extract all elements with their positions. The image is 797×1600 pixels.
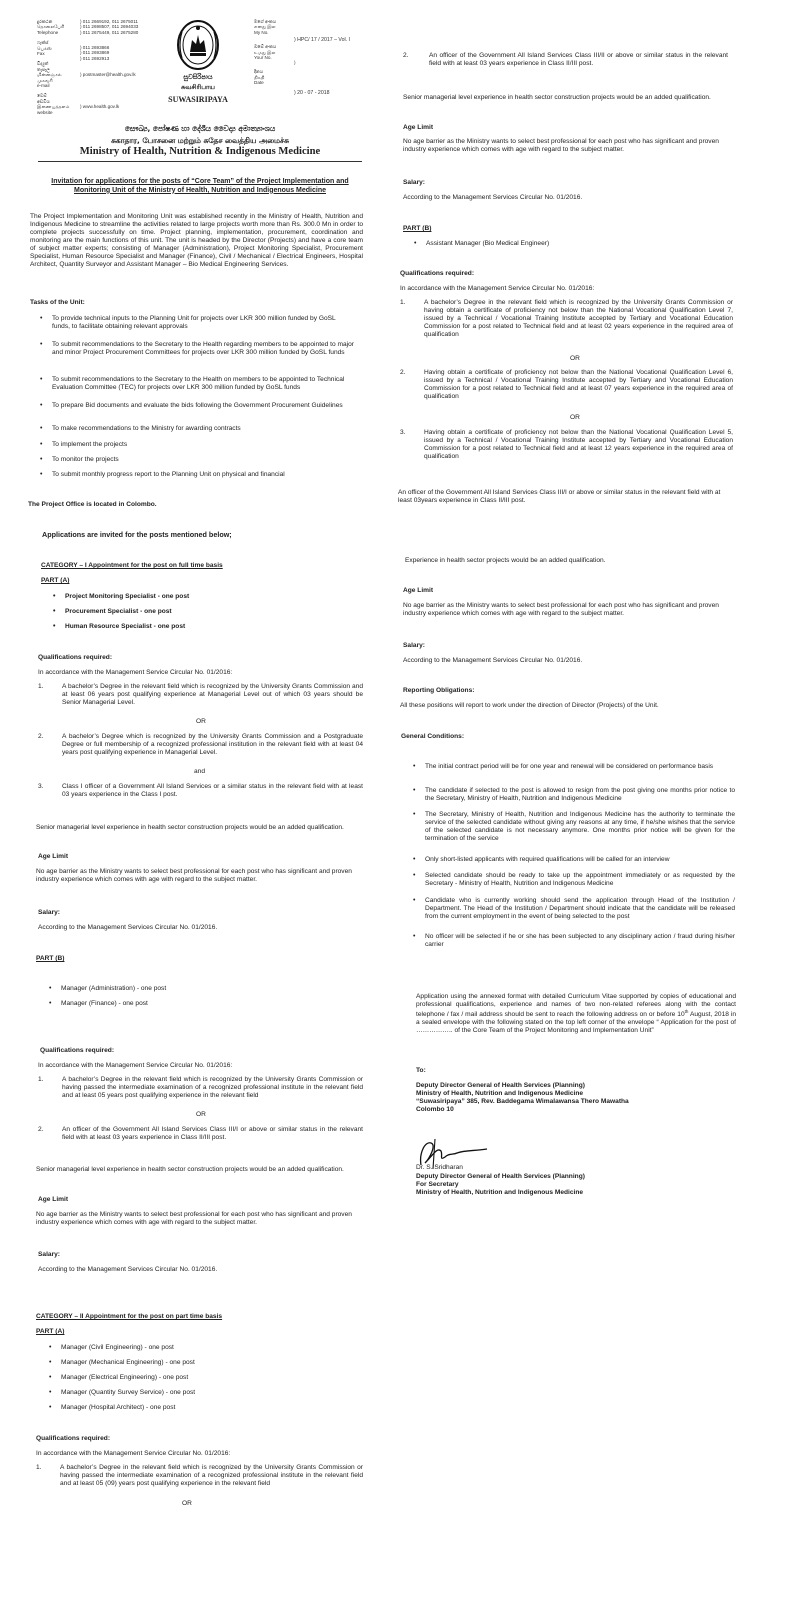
fax-numbers: ) 011 2693866 ) 011 2693869 ) 011 2692913 [80,45,110,61]
qualification-item: 1. A bachelor’s Degree in the relevant field which is recognized by the University Grants Commission or having obtain a certificate of proficiency not below than the National Vocational Qualification Level 7, issued by a Technical / Vocational Training Institute accepted by Tertiary and Vocational Education Commission for a post related to Technical field and at least 02 years experience in the required area of qualification [400,299,733,339]
and-separator: and [194,768,206,775]
header-divider [38,161,362,162]
or-separator: OR [182,1500,192,1507]
reporting-heading: Reporting Obligations: [403,687,475,694]
telephone-numbers: ) 011 2669192, 011 2675011 ) 011 2698507, 011 2694033 ) 011 2675449, 011 2675280 [80,19,139,35]
emblem-name-english: SUWASIRIPAYA [168,95,228,104]
condition-item: • The Secretary, Ministry of Health, Nutrition and Indigenous Medicine has the authority to terminate the service of the selected candidate without giving any reasons at any time, if he/she wishes that the service of the selected candidate is not necessary anymore. One months prior notice will be given for the termination of the service [425,811,735,843]
senior-experience-note: Senior managerial level experience in health sector construction projects would be an added qualification. [403,94,711,101]
task-item: • To implement the projects [52,441,352,449]
post-item: • Manager (Administration) - one post [61,985,261,993]
post-item: • Procurement Specialist - one post [65,608,265,616]
qualifications-heading: Qualifications required: [38,654,113,661]
age-limit-heading: Age Limit [38,853,69,860]
or-separator: OR [196,718,206,725]
senior-experience-note: Senior managerial level experience in health sector construction projects would be an added qualification. [36,1166,344,1173]
age-limit-text: No age barrier as the Ministry wants to select best professional for each post who has significant and proven industry experience which comes with age with regard to the subject matter. [403,138,719,154]
general-conditions-heading: General Conditions: [401,733,465,740]
post-item: • Manager (Electrical Engineering) - one post [61,1374,261,1382]
task-item: • To submit monthly progress report to the Planning Unit on physical and financial [52,471,362,479]
qualification-item: 3. Class I officer of a Government All Island Services or a similar status in the relevant field with at least 03 years experience in the Class I post. [38,783,363,799]
salary-heading: Salary: [38,909,60,916]
emblem-name-tamil: சுவசிரிபாய [180,83,216,91]
ministry-name-english: Ministry of Health, Nutrition & Indigenous Medicine [79,146,321,157]
qualification-item: 2. Having obtain a certificate of proficiency not below than the National Vocational Qualification Level 6, issued by a Technical / Vocational Training Institute accepted by Tertiary and Vocational Education Commission for a post related to Technical field and at least 07 years experience in the required area of qualification [400,369,733,401]
salary-text: According to the Management Services Circular No. 01/2016. [403,657,583,664]
to-heading: To: [416,1067,426,1074]
qualifications-heading: Qualifications required: [36,1435,111,1442]
qualification-item: 1. A bachelor’s Degree in the relevant field which is recognized by the University Grants Commission and at least 06 years post qualifying experience at Managerial Level out of which 03 years should be Senior Managerial Level. [38,683,363,707]
age-limit-text: No age barrier as the Ministry wants to select best professional for each post who has significant and proven industry experience which comes with age with regard to the subject matter. [36,868,352,884]
post-item: • Project Monitoring Specialist - one post [65,593,265,601]
salary-heading: Salary: [38,1251,60,1258]
salary-heading: Salary: [403,179,425,186]
ministry-name-sinhala: සෞඛ්‍ය, පෝෂණ හා දේශීය වෛද්‍ය අමාත්‍යාංශය [124,124,276,133]
application-instructions: Application using the annexed format with detailed Curriculum Vitae supported by copies of educational and professional qualifications, experience and names of two non-related referees along with the contact telephone / fax / mail address should be sent to reach the following address on or before 10th August, 2018 in a sealed envelope with the following stated on the top left corner of the envelope “ Application for the post of …………….. of the Core Team of the Project Monitoring and Implementation Unit” [416,993,736,1035]
task-item: • To provide technical inputs to the Planning Unit for projects over LKR 300 million funded by GoSL funds, to facilitate obtaining relevant approvals [52,315,352,331]
contact-labels: දුරකථන தொலைபேசி Telephone ෆැක්ස් பெக்ஸ் Fax විද්‍යුත් තැපෑල மின்னஞ்சல் முகவரி e-mail වෙබ් අඩවිය இணையத்தளம் website [37,19,70,115]
signatory-designation: Deputy Director General of Health Services (Planning) For Secretary Ministry of Health, Nutrition and Indigenous Medicine [416,1173,585,1197]
or-separator: OR [196,1111,206,1118]
tasks-heading: Tasks of the Unit: [30,299,85,306]
condition-item: • Only short-listed applicants with required qualifications will be called for an interview [425,856,735,864]
or-separator: OR [570,355,580,362]
age-limit-heading: Age Limit [403,587,434,594]
signatory-name: Dr. S. Sridharan [416,1164,463,1171]
condition-item: • The candidate if selected to the post is allowed to resign from the post giving one months prior notice to the Secretary, Ministry of Health, Nutrition and Indigenous Medicine [425,787,735,803]
condition-item: • Selected candidate should be ready to take up the appointment immediately or as requested by the Secretary - Ministry of Health, Nutrition and Indigenous Medicine [425,872,735,888]
condition-item: • The initial contract period will be for one year and renewal will be considered on performance basis [425,763,735,771]
recipient-address: Deputy Director General of Health Services (Planning) Ministry of Health, Nutrition and Indigenous Medicine “Suwasiripaya” 385, Rev. Baddegama Wimalawansa Thero Mawatha Colombo 10 [416,1082,629,1114]
category-2-heading: CATEGORY – II Appointment for the post on part time basis [36,1313,223,1320]
qualification-item: 2. An officer of the Government All Island Services Class III/II or above or similar status in the relevant field with at least 03 years experience in Class II/III post. [403,52,728,68]
or-separator: OR [570,414,580,421]
unit-introduction: The Project Implementation and Monitoring Unit was established recently in the Ministry of Health, Nutrition and Indigenous Medicine to streamline the activities related to large projects worth more than Rs. 300.0 Mn in order to complete projects successfully on time. Project planning, implementation, procurement, coordination and monitoring are the main functions of this unit. The unit is headed by the Director (Projects) and have a core team of subject matter experts; consisting of Manager (Administration), Project Monitoring Specialist, Procurement Specialist, Human Resource Specialist and Manager (Finance), Civil / Mechanical / Electrical Engineers, Hospital Architect, Quantity Surveyor and Assistant Manager – Bio Medical Engineering Services. [30,213,363,269]
qualification-item: 1. A bachelor’s Degree in the relevant field which is recognized by the University Grants Commission or having passed the intermediate examination of a recognized professional institute in the relevant field and at least 05 years post qualifying experience in the relevant field [38,1076,363,1100]
reference-labels: මගේ අංකය எனது இல My No. ඔබේ අංකය உமது இல Your No. දිනය திகதி Date [254,19,277,86]
qualification-item: 2. An officer of the Government All Island Services Class III/I or above or similar status in the relevant field with at least 03 years experience in Class II/III post. [38,1126,363,1142]
circular-reference: In accordance with the Management Service Circular No. 01/2016: [400,285,595,292]
ministry-name-tamil: சுகாதார, போசனை மற்றும் சுதேச வைத்திய அமைச்சு [111,136,289,145]
task-item: • To submit recommendations to the Secretary to the Health regarding members to be appointed to major and minor Project Procurement Committees for projects over LKR 300 million funded by GoSL funds [52,341,362,357]
applications-invited: Applications are invited for the posts mentioned below; [42,530,232,539]
qualification-item: 3. Having obtain a certificate of proficiency not below than the National Vocational Qualification Level 5, issued by a Technical / Vocational Training Institute accepted by Tertiary and Vocational Education Commission for a post related to Technical field and at least 12 years experience in the required area of qualification [400,429,733,461]
salary-text: According to the Management Services Circular No. 01/2016. [38,1266,218,1273]
circular-reference: In accordance with the Management Service Circular No. 01/2016: [38,669,233,676]
post-item: • Manager (Mechanical Engineering) - one post [61,1359,261,1367]
qualifications-heading: Qualifications required: [40,1047,115,1054]
part-b-heading: PART (B) [403,225,432,232]
part-a-heading: PART (A) [36,1328,65,1335]
age-limit-heading: Age Limit [38,1196,69,1203]
letter-date: ) 20 - 07 - 2018 [294,90,330,96]
reporting-text: All these positions will report to work under the direction of Director (Projects) of the Unit. [400,702,659,709]
post-item: • Manager (Civil Engineering) - one post [61,1344,261,1352]
post-item: • Human Resource Specialist - one post [65,623,265,631]
task-item: • To prepare Bid documents and evaluate the bids following the Government Procurement Guidelines [52,402,352,410]
website-address: ) www.health.gov.lk [80,104,120,109]
qualification-item: 2. A bachelor’s Degree which is recognized by the University Grants Commission and a Postgraduate Degree or full membership of a recognized professional institution in the relevant field with at least 04 years post qualifying experience in Managerial Level. [38,733,363,757]
part-a-heading: PART (A) [41,577,70,584]
task-item: • To monitor the projects [52,456,352,464]
post-item: • Manager (Hospital Architect) - one post [61,1404,261,1412]
experience-note: Experience in health sector projects would be an added qualification. [405,557,606,564]
officer-qualification: An officer of the Government All Island Services Class III/I or above or similar status in the relevant field with at least 03years experience in Class II/III post. [398,489,721,505]
condition-item: • Candidate who is currently working should send the application through Head of the Institution / Department. The Head of the Institution / Department should indicate that the candidate will be released from the current employment in the event of being selected to the post [425,897,735,921]
qualification-item: 1. A bachelor’s Degree in the relevant field which is recognized by the University Grants Commission or having passed the intermediate examination of a recognized professional institute in the relevant field and at least 05 (09) years post qualifying experience in the relevant field [36,1464,363,1488]
salary-text: According to the Management Services Circular No. 01/2016. [38,924,218,931]
senior-experience-note: Senior managerial level experience in health sector construction projects would be an added qualification. [36,824,344,831]
email-address: ) postmaster@health.gov.lk [80,72,136,77]
age-limit-text: No age barrier as the Ministry wants to select best professional for each post who has significant and proven industry experience which comes with age with regard to the subject matter. [403,602,719,618]
category-1-heading: CATEGORY – I Appointment for the post on full time basis [41,562,223,569]
condition-item: • No officer will be selected if he or she has been subjected to any disciplinary action / fraud during his/her carrier [425,933,735,949]
circular-reference: In accordance with the Management Service Circular No. 01/2016: [38,1062,233,1069]
age-limit-text: No age barrier as the Ministry wants to select best professional for each post who has significant and proven industry experience which comes with age with regard to the subject matter. [36,1211,352,1227]
emblem-name-sinhala: සුවසිරිපාය [183,73,213,81]
government-emblem [168,18,228,72]
my-number: ) HPC/ 17 / 2017 – Vol. I [294,37,350,43]
notice-title: Invitation for applications for the posts of “Core Team” of the Project Implementation and Monitoring Unit of the Ministry of Health, Nutrition and Indigenous Medicine [51,178,349,194]
task-item: • To make recommendations to the Ministry for awarding contracts [52,425,352,433]
your-number: ) [294,60,296,65]
project-office-location: The Project Office is located in Colombo. [28,501,157,508]
qualifications-heading: Qualifications required: [400,270,475,277]
post-item: • Manager (Finance) - one post [61,1000,261,1008]
post-item: • Assistant Manager (Bio Medical Engineer) [426,240,676,248]
salary-heading: Salary: [403,642,425,649]
post-item: • Manager (Quantity Survey Service) - one post [61,1389,261,1397]
task-item: • To submit recommendations to the Secretary to the Health on members to be appointed to Technical Evaluation Committee (TEC) for projects over LKR 300 million funded by GoSL funds [52,376,362,392]
circular-reference: In accordance with the Management Service Circular No. 01/2016: [36,1450,231,1457]
salary-text: According to the Management Services Circular No. 01/2016. [403,194,583,201]
part-b-heading: PART (B) [36,955,65,962]
age-limit-heading: Age Limit [403,124,434,131]
